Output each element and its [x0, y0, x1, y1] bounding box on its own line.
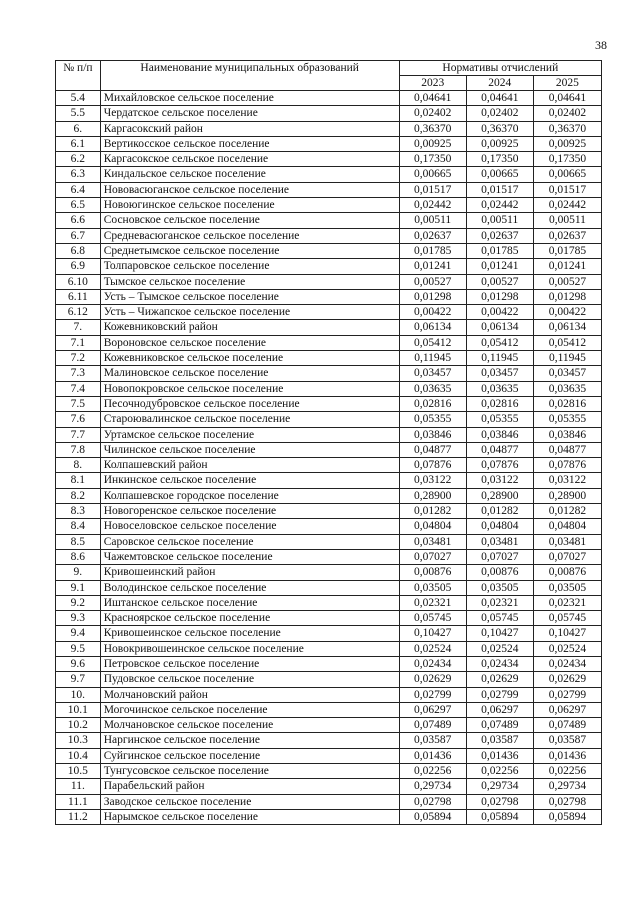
value-2023: 0,02629	[399, 672, 466, 687]
row-number: 6.10	[56, 274, 101, 289]
row-number: 7.4	[56, 381, 101, 396]
value-2023: 0,03505	[399, 580, 466, 595]
value-2023: 0,03846	[399, 427, 466, 442]
value-2024: 0,02798	[466, 794, 533, 809]
row-name: Кожевниковский район	[100, 320, 399, 335]
row-number: 8.4	[56, 519, 101, 534]
row-name: Тымское сельское поселение	[100, 274, 399, 289]
table-row	[56, 687, 602, 702]
row-name: Михайловское сельское поселение	[100, 91, 399, 106]
value-2025: 0,04877	[533, 442, 601, 457]
row-name: Саровское сельское поселение	[100, 534, 399, 549]
row-number: 6.3	[56, 167, 101, 182]
value-2023: 0,03635	[399, 381, 466, 396]
table-row	[56, 519, 602, 534]
header-number: № п/п	[56, 61, 101, 91]
value-2025: 0,02799	[533, 687, 601, 702]
table-row	[56, 442, 602, 457]
row-number: 7.8	[56, 442, 101, 457]
value-2023: 0,02256	[399, 764, 466, 779]
value-2024: 0,28900	[466, 488, 533, 503]
row-name: Нововасюганское сельское поселение	[100, 182, 399, 197]
row-name: Заводское сельское поселение	[100, 794, 399, 809]
table-row	[56, 320, 602, 335]
table-row	[56, 473, 602, 488]
value-2023: 0,00925	[399, 136, 466, 151]
header-name: Наименование муниципальных образований	[100, 61, 399, 91]
value-2024: 0,03481	[466, 534, 533, 549]
value-2024: 0,01298	[466, 289, 533, 304]
row-number: 6.9	[56, 259, 101, 274]
value-2024: 0,02816	[466, 396, 533, 411]
row-number: 6.2	[56, 152, 101, 167]
row-name: Нарымское сельское поселение	[100, 809, 399, 824]
value-2024: 0,01436	[466, 748, 533, 763]
value-2024: 0,02524	[466, 641, 533, 656]
value-2023: 0,01282	[399, 504, 466, 519]
value-2024: 0,03122	[466, 473, 533, 488]
table-row	[56, 565, 602, 580]
table-row	[56, 748, 602, 763]
value-2023: 0,04641	[399, 91, 466, 106]
value-2023: 0,01785	[399, 243, 466, 258]
table-row	[56, 412, 602, 427]
value-2023: 0,00876	[399, 565, 466, 580]
row-name: Чилинское сельское поселение	[100, 442, 399, 457]
row-name: Новопокровское сельское поселение	[100, 381, 399, 396]
value-2025: 0,02524	[533, 641, 601, 656]
value-2023: 0,00422	[399, 305, 466, 320]
value-2024: 0,01785	[466, 243, 533, 258]
value-2024: 0,00422	[466, 305, 533, 320]
table-row	[56, 534, 602, 549]
value-2025: 0,01517	[533, 182, 601, 197]
table-row	[56, 167, 602, 182]
row-name: Инкинское сельское поселение	[100, 473, 399, 488]
value-2024: 0,05745	[466, 611, 533, 626]
row-name: Сосновское сельское поселение	[100, 213, 399, 228]
value-2023: 0,02799	[399, 687, 466, 702]
value-2024: 0,00665	[466, 167, 533, 182]
table-row	[56, 809, 602, 824]
row-name: Новоселовское сельское поселение	[100, 519, 399, 534]
value-2024: 0,05412	[466, 335, 533, 350]
table-row	[56, 305, 602, 320]
row-name: Толпаровское сельское поселение	[100, 259, 399, 274]
value-2025: 0,00665	[533, 167, 601, 182]
value-2024: 0,03505	[466, 580, 533, 595]
value-2024: 0,07876	[466, 458, 533, 473]
row-number: 8.3	[56, 504, 101, 519]
row-number: 9.6	[56, 656, 101, 671]
row-name: Тунгусовское сельское поселение	[100, 764, 399, 779]
value-2024: 0,03635	[466, 381, 533, 396]
value-2023: 0,01241	[399, 259, 466, 274]
table-row	[56, 136, 602, 151]
value-2023: 0,01436	[399, 748, 466, 763]
table-row	[56, 106, 602, 121]
row-number: 9.4	[56, 626, 101, 641]
row-number: 8.2	[56, 488, 101, 503]
value-2025: 0,06134	[533, 320, 601, 335]
value-2025: 0,05894	[533, 809, 601, 824]
value-2025: 0,05355	[533, 412, 601, 427]
row-number: 7.7	[56, 427, 101, 442]
value-2023: 0,02816	[399, 396, 466, 411]
value-2023: 0,10427	[399, 626, 466, 641]
value-2025: 0,05412	[533, 335, 601, 350]
value-2023: 0,06297	[399, 702, 466, 717]
value-2025: 0,02321	[533, 595, 601, 610]
table-row	[56, 656, 602, 671]
row-name: Уртамское сельское поселение	[100, 427, 399, 442]
value-2025: 0,02816	[533, 396, 601, 411]
row-number: 7.2	[56, 351, 101, 366]
value-2024: 0,00511	[466, 213, 533, 228]
table-row	[56, 794, 602, 809]
table-row	[56, 611, 602, 626]
row-number: 9.	[56, 565, 101, 580]
value-2025: 0,01282	[533, 504, 601, 519]
row-name: Средневасюганское сельское поселение	[100, 228, 399, 243]
value-2023: 0,36370	[399, 121, 466, 136]
value-2024: 0,06134	[466, 320, 533, 335]
row-number: 6.1	[56, 136, 101, 151]
row-name: Кривошеинское сельское поселение	[100, 626, 399, 641]
value-2024: 0,01517	[466, 182, 533, 197]
value-2023: 0,02442	[399, 198, 466, 213]
value-2025: 0,36370	[533, 121, 601, 136]
value-2025: 0,03635	[533, 381, 601, 396]
table-row	[56, 718, 602, 733]
value-2024: 0,02434	[466, 656, 533, 671]
value-2025: 0,05745	[533, 611, 601, 626]
value-2025: 0,28900	[533, 488, 601, 503]
value-2023: 0,04804	[399, 519, 466, 534]
row-number: 11.1	[56, 794, 101, 809]
value-2024: 0,29734	[466, 779, 533, 794]
row-number: 7.5	[56, 396, 101, 411]
row-name: Наргинское сельское поселение	[100, 733, 399, 748]
row-name: Песочнодубровское сельское поселение	[100, 396, 399, 411]
row-name: Среднетымское сельское поселение	[100, 243, 399, 258]
value-2024: 0,03457	[466, 366, 533, 381]
table-row	[56, 702, 602, 717]
row-name: Староювалинское сельское поселение	[100, 412, 399, 427]
value-2023: 0,04877	[399, 442, 466, 457]
value-2025: 0,01785	[533, 243, 601, 258]
value-2025: 0,10427	[533, 626, 601, 641]
value-2024: 0,06297	[466, 702, 533, 717]
row-name: Чажемтовское сельское поселение	[100, 549, 399, 564]
value-2024: 0,11945	[466, 351, 533, 366]
value-2025: 0,06297	[533, 702, 601, 717]
row-number: 6.12	[56, 305, 101, 320]
value-2024: 0,02629	[466, 672, 533, 687]
value-2025: 0,03122	[533, 473, 601, 488]
table-row	[56, 182, 602, 197]
value-2025: 0,02629	[533, 672, 601, 687]
table-row	[56, 488, 602, 503]
row-number: 11.2	[56, 809, 101, 824]
row-number: 6.4	[56, 182, 101, 197]
table-row	[56, 580, 602, 595]
row-number: 10.4	[56, 748, 101, 763]
value-2023: 0,01298	[399, 289, 466, 304]
row-name: Парабельский район	[100, 779, 399, 794]
value-2024: 0,02442	[466, 198, 533, 213]
table-row	[56, 152, 602, 167]
value-2023: 0,02321	[399, 595, 466, 610]
value-2023: 0,05355	[399, 412, 466, 427]
table-body	[56, 91, 602, 825]
header-row	[56, 61, 602, 76]
value-2024: 0,04804	[466, 519, 533, 534]
value-2024: 0,04641	[466, 91, 533, 106]
row-number: 8.6	[56, 549, 101, 564]
table-row	[56, 672, 602, 687]
row-name: Красноярское сельское поселение	[100, 611, 399, 626]
row-number: 10.1	[56, 702, 101, 717]
row-name: Иштанское сельское поселение	[100, 595, 399, 610]
row-number: 10.2	[56, 718, 101, 733]
value-2025: 0,01436	[533, 748, 601, 763]
row-number: 6.	[56, 121, 101, 136]
value-2023: 0,07489	[399, 718, 466, 733]
value-2024: 0,00527	[466, 274, 533, 289]
table-row	[56, 764, 602, 779]
header-norms-group: Нормативы отчислений	[399, 61, 601, 76]
deduction-norms-table	[55, 60, 602, 825]
row-name: Могочинское сельское поселение	[100, 702, 399, 717]
table-row	[56, 381, 602, 396]
row-number: 9.3	[56, 611, 101, 626]
table-row	[56, 549, 602, 564]
value-2024: 0,03587	[466, 733, 533, 748]
row-number: 10.3	[56, 733, 101, 748]
value-2024: 0,07027	[466, 549, 533, 564]
value-2023: 0,03587	[399, 733, 466, 748]
value-2023: 0,02434	[399, 656, 466, 671]
table-row	[56, 396, 602, 411]
value-2023: 0,06134	[399, 320, 466, 335]
row-name: Кожевниковское сельское поселение	[100, 351, 399, 366]
value-2025: 0,04804	[533, 519, 601, 534]
value-2024: 0,03846	[466, 427, 533, 442]
row-name: Усть – Тымское сельское поселение	[100, 289, 399, 304]
value-2025: 0,11945	[533, 351, 601, 366]
value-2025: 0,02442	[533, 198, 601, 213]
table-row	[56, 259, 602, 274]
row-name: Колпашевское городское поселение	[100, 488, 399, 503]
row-name: Кривошеинский район	[100, 565, 399, 580]
table-row	[56, 641, 602, 656]
value-2025: 0,03505	[533, 580, 601, 595]
value-2023: 0,05894	[399, 809, 466, 824]
row-name: Новокривошеинское сельское поселение	[100, 641, 399, 656]
row-name: Молчановское сельское поселение	[100, 718, 399, 733]
value-2025: 0,17350	[533, 152, 601, 167]
value-2024: 0,04877	[466, 442, 533, 457]
value-2023: 0,02798	[399, 794, 466, 809]
row-name: Вороновское сельское поселение	[100, 335, 399, 350]
row-number: 6.6	[56, 213, 101, 228]
row-number: 10.	[56, 687, 101, 702]
row-name: Каргасокское сельское поселение	[100, 152, 399, 167]
value-2023: 0,07027	[399, 549, 466, 564]
header-year: 2025	[533, 76, 601, 91]
row-name: Петровское сельское поселение	[100, 656, 399, 671]
row-number: 7.1	[56, 335, 101, 350]
value-2023: 0,05412	[399, 335, 466, 350]
value-2024: 0,10427	[466, 626, 533, 641]
row-number: 10.5	[56, 764, 101, 779]
value-2024: 0,07489	[466, 718, 533, 733]
value-2024: 0,17350	[466, 152, 533, 167]
row-name: Новоюгинское сельское поселение	[100, 198, 399, 213]
value-2025: 0,02434	[533, 656, 601, 671]
table-row	[56, 626, 602, 641]
value-2023: 0,00511	[399, 213, 466, 228]
value-2025: 0,07489	[533, 718, 601, 733]
value-2025: 0,02798	[533, 794, 601, 809]
row-number: 6.5	[56, 198, 101, 213]
value-2023: 0,03481	[399, 534, 466, 549]
value-2025: 0,02402	[533, 106, 601, 121]
value-2025: 0,01298	[533, 289, 601, 304]
row-name: Колпашевский район	[100, 458, 399, 473]
row-name: Киндальское сельское поселение	[100, 167, 399, 182]
value-2025: 0,00925	[533, 136, 601, 151]
table-row	[56, 91, 602, 106]
value-2024: 0,02637	[466, 228, 533, 243]
table-row	[56, 427, 602, 442]
value-2024: 0,02402	[466, 106, 533, 121]
row-number: 9.5	[56, 641, 101, 656]
table-row	[56, 458, 602, 473]
row-name: Усть – Чижапское сельское поселение	[100, 305, 399, 320]
table-row	[56, 198, 602, 213]
row-name: Новогоренское сельское поселение	[100, 504, 399, 519]
value-2024: 0,00925	[466, 136, 533, 151]
row-number: 9.7	[56, 672, 101, 687]
value-2025: 0,00527	[533, 274, 601, 289]
value-2025: 0,00422	[533, 305, 601, 320]
value-2025: 0,02256	[533, 764, 601, 779]
value-2024: 0,36370	[466, 121, 533, 136]
table-row	[56, 779, 602, 794]
table-row	[56, 733, 602, 748]
value-2025: 0,07027	[533, 549, 601, 564]
value-2025: 0,01241	[533, 259, 601, 274]
value-2023: 0,29734	[399, 779, 466, 794]
value-2023: 0,28900	[399, 488, 466, 503]
value-2023: 0,05745	[399, 611, 466, 626]
value-2023: 0,11945	[399, 351, 466, 366]
value-2024: 0,02321	[466, 595, 533, 610]
row-name: Малиновское сельское поселение	[100, 366, 399, 381]
value-2025: 0,00876	[533, 565, 601, 580]
value-2024: 0,00876	[466, 565, 533, 580]
table-row	[56, 213, 602, 228]
value-2023: 0,02402	[399, 106, 466, 121]
row-number: 11.	[56, 779, 101, 794]
table-row	[56, 274, 602, 289]
row-number: 6.8	[56, 243, 101, 258]
row-number: 8.5	[56, 534, 101, 549]
row-number: 7.3	[56, 366, 101, 381]
value-2023: 0,07876	[399, 458, 466, 473]
value-2024: 0,01241	[466, 259, 533, 274]
table-row	[56, 595, 602, 610]
value-2024: 0,05355	[466, 412, 533, 427]
value-2024: 0,05894	[466, 809, 533, 824]
row-name: Володинское сельское поселение	[100, 580, 399, 595]
row-name: Каргасокский район	[100, 121, 399, 136]
row-number: 7.6	[56, 412, 101, 427]
row-name: Молчановский район	[100, 687, 399, 702]
row-number: 9.2	[56, 595, 101, 610]
value-2024: 0,01282	[466, 504, 533, 519]
table-row	[56, 335, 602, 350]
value-2023: 0,17350	[399, 152, 466, 167]
value-2023: 0,03122	[399, 473, 466, 488]
row-number: 5.4	[56, 91, 101, 106]
value-2025: 0,03457	[533, 366, 601, 381]
value-2025: 0,02637	[533, 228, 601, 243]
row-name: Чердатское сельское поселение	[100, 106, 399, 121]
row-number: 6.11	[56, 289, 101, 304]
page-number: 38	[595, 38, 607, 52]
table-row	[56, 366, 602, 381]
value-2025: 0,00511	[533, 213, 601, 228]
table-row	[56, 228, 602, 243]
table-row	[56, 504, 602, 519]
row-name: Пудовское сельское поселение	[100, 672, 399, 687]
value-2023: 0,02637	[399, 228, 466, 243]
value-2024: 0,02799	[466, 687, 533, 702]
row-number: 6.7	[56, 228, 101, 243]
value-2023: 0,02524	[399, 641, 466, 656]
row-number: 8.1	[56, 473, 101, 488]
value-2023: 0,00665	[399, 167, 466, 182]
value-2025: 0,03481	[533, 534, 601, 549]
table-row	[56, 121, 602, 136]
row-number: 7.	[56, 320, 101, 335]
value-2023: 0,00527	[399, 274, 466, 289]
row-name: Суйгинское сельское поселение	[100, 748, 399, 763]
row-number: 5.5	[56, 106, 101, 121]
header-year: 2024	[466, 76, 533, 91]
table-row	[56, 243, 602, 258]
row-name: Вертикосское сельское поселение	[100, 136, 399, 151]
value-2025: 0,03587	[533, 733, 601, 748]
value-2025: 0,07876	[533, 458, 601, 473]
value-2024: 0,02256	[466, 764, 533, 779]
table-row	[56, 351, 602, 366]
header-year: 2023	[399, 76, 466, 91]
value-2025: 0,03846	[533, 427, 601, 442]
value-2023: 0,03457	[399, 366, 466, 381]
value-2025: 0,29734	[533, 779, 601, 794]
row-number: 8.	[56, 458, 101, 473]
value-2023: 0,01517	[399, 182, 466, 197]
row-number: 9.1	[56, 580, 101, 595]
table-row	[56, 289, 602, 304]
value-2025: 0,04641	[533, 91, 601, 106]
